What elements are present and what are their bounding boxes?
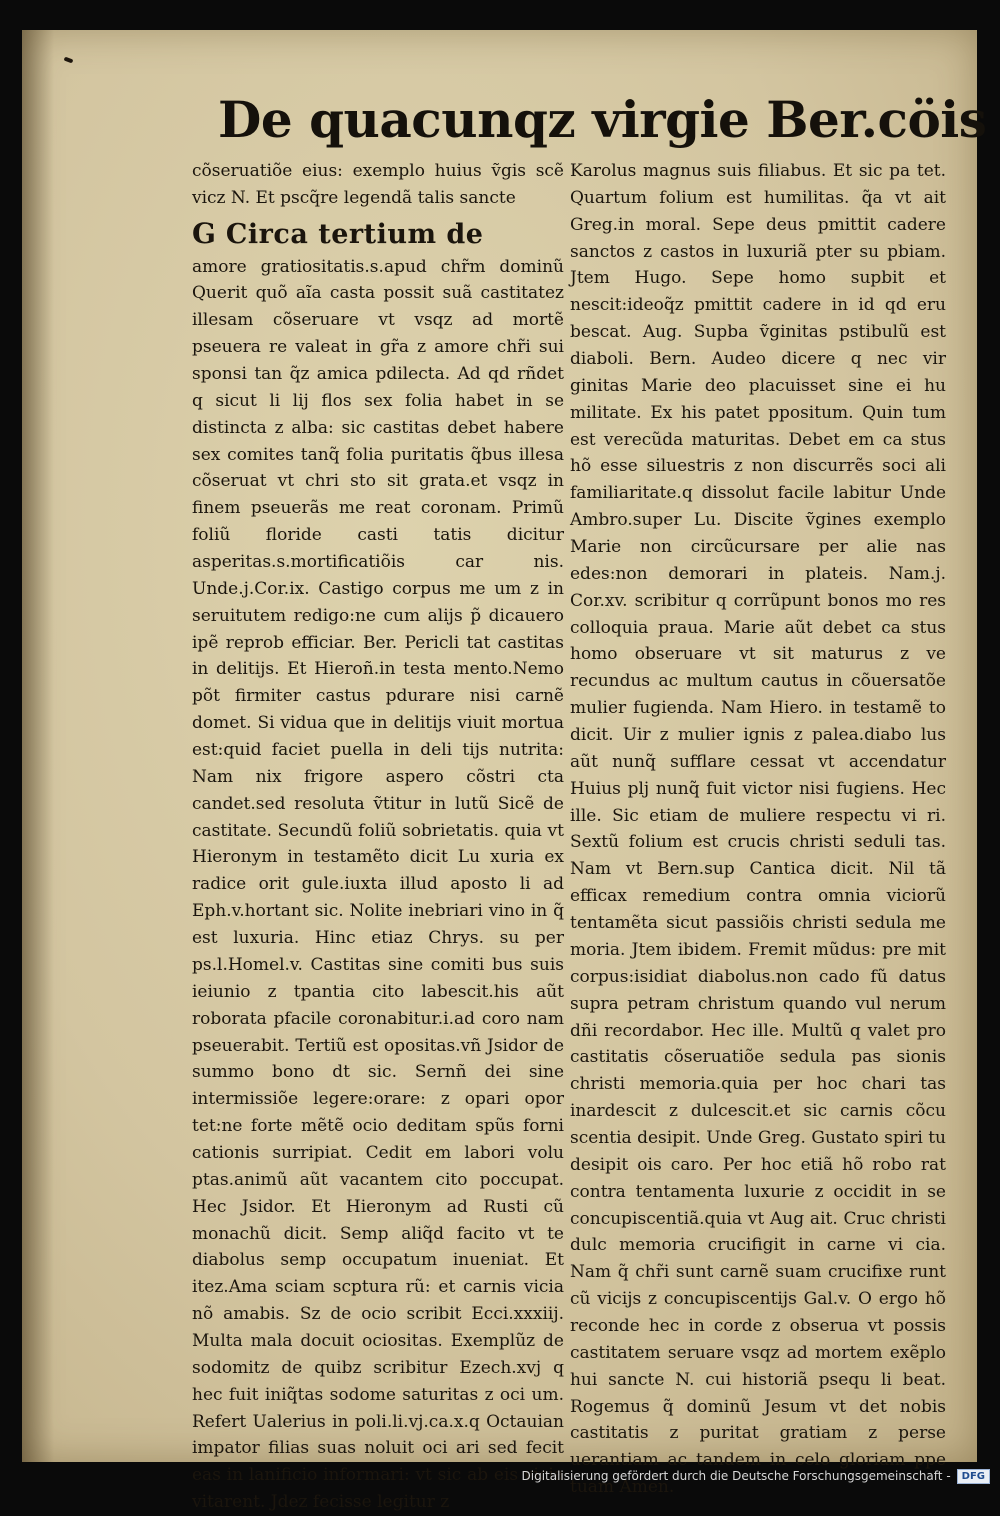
left-column: [192, 158, 564, 1513]
section-heading: Circa tertium de: [225, 218, 484, 250]
ink-mark: [64, 57, 74, 64]
footer-credit: Digitalisierung gefördert durch die Deutsche Forschungsgemeinschaft -: [521, 1469, 951, 1483]
section-capital: G: [192, 216, 216, 250]
left-column-intro: cõseruatiõe eius: exemplo huius ṽgis scẽ vicz N. Et pscq̃re legendã talis sancte: [192, 161, 564, 208]
dfg-logo: DFG: [957, 1469, 990, 1484]
section-start: [192, 218, 564, 252]
right-column-body: Karolus magnus suis filiabus. Et sic pa tet. Quartum folium est humilitas. q̃a vt ait Greg.in moral. Sepe deus pmittit cadere sanctos z castos in luxuriã pter su pbiam. Jtem Hugo. Sepe homo supbit et nescit:ideoq̃z pmittit cadere in id qd eru bescat. Aug. Supba ṽginitas pstibulũ est diaboli. Bern. Audeo dicere q nec vir ginitas Marie deo placuisset sine ei hu militate. Ex his patet ppositum. Quin tum est verecũda maturitas. Debet em ca stus hõ esse siluestris z non discurrẽs soci ali familiaritate.q dissolut facile labitur Unde Ambro.super Lu. Discite ṽgines exemplo Marie non circũcursare per alie nas edes:non demorari in plateis. Nam.j. Cor.xv. scribitur q corrũpunt bonos mo res colloquia praua. Marie aũt debet ca stus homo obseruare vt sit maturus z ve recundus ac multum cautus in cõuersatõe mulier fugienda. Nam Hiero. in testamẽ to dicit. Uir z mulier ignis z palea.diabo lus aũt nunq̃ sufflare cessat vt accendatur Huius plj nunq̃ fuit victor nisi fugiens. Hec ille. Sic etiam de muliere respectu vi ri. Sextũ folium est crucis christi seduli tas. Nam vt Bern.sup Cantica dicit. Nil tã efficax remedium contra omnia viciorũ tentamẽta sicut passiõis christi sedula me moria. Jtem ibidem. Fremit mũdus: pre mit corpus:isidiat diabolus.non cado fũ datus supra petram christum quando vul nerum dñi recordabor. Hec ille. Multũ q valet pro castitatis cõseruatiõe sedula pas sionis christi memoria.quia per hoc chari tas inardescit z dulcescit.et sic carnis cõcu scentia desipit. Unde Greg. Gustato spiri tu desipit ois caro. Per hoc etiã hõ robo rat contra tentamenta luxurie z occidit in se concupiscentiã.quia vt Aug ait. Cruc christi dulc memoria crucifigit in carne vi cia. Nam q̃ chr̃i sunt carnẽ suam crucifixe runt cũ vicijs z concupiscentijs Gal.v. O ergo hõ reconde hec in corde z obserua vt possis castitatem seruare vsqz ad mortem exẽplo hui sancte N. cui historiã psequ li beat. Rogemus q̃ dominũ Jesum vt det nobis castitatis z puritat gratiam z perse uerantiam ac tandem in celo gloriam ppe tuam Amen.: [570, 161, 946, 1498]
page-title: De quacunqz virgie Ber.cöis: [218, 90, 987, 149]
digitization-footer: [522, 1463, 991, 1489]
left-column-body: amore gratiositatis.s.apud chr̃m dominũ Querit quõ aĩa casta possit suã castitatez illesam cõseruare vt vsqz ad mortẽ pseuera re valeat in gr̃a z amore chr̃i sui sponsi tan q̃z amica pdilecta. Ad qd rñdet q sicut li lij flos sex folia habet in se distincta z alba: sic castitas debet habere sex comites tanq̃ folia puritatis q̃bus illesa cõseruat vt chri sto sit grata.et vsqz in finem pseuerãs me reat coronam. Primũ foliũ floride casti tatis dicitur asperitas.s.mortificatiõis car nis. Unde.j.Cor.ix. Castigo corpus me um z in seruitutem redigo:ne cum alijs p̃ dicauero ipẽ reprob efficiar. Ber. Pericli tat castitas in delitijs. Et Hieroñ.in testa mento.Nemo põt firmiter castus pdurare nisi carnẽ domet. Si vidua que in delitijs viuit mortua est:quid faciet puella in deli tijs nutrita: Nam nix frigore aspero cõstri cta candet.sed resoluta ṽtitur in lutũ Sicẽ de castitate. Secundũ foliũ sobrietatis. quia vt Hieronym in testamẽto dicit Lu xuria ex radice orit gule.iuxta illud aposto li ad Eph.v.hortant sic. Nolite inebriari vino in q̃ est luxuria. Hinc etiaz Chrys. su per ps.l.Homel.v. Castitas sine comiti bus suis ieiunio z tpantia cito labescit.his aũt roborata pfacile coronabitur.i.ad coro nam pseuerabit. Tertiũ est opositas.vñ Jsidor de summo bono dt sic. Sernñ dei sine intermissiõe legere:orare: z opari opor tet:ne forte mẽtẽ ocio deditam spũs forni cationis surripiat. Cedit em labori volu ptas.animũ aũt vacantem cito poccupat. Hec Jsidor. Et Hieronym ad Rusti cũ monachũ dicit. Semp aliq̃d facito vt te diabolus semp occupatum inueniat. Et itez.Ama sciam scptura rũ: et carnis vicia nõ amabis. Sz de ocio scribit Ecci.xxxiij. Multa mala docuit ociositas. Exemplũz de sodomitz de quibz scribitur Ezech.xvj q hec fuit iniq̃tas sodome saturitas z oci um. Refert Ualerius in poli.li.vj.ca.x.q Octauian impator filias suas noluit oci ari sed fecit eas in lanificio informari: vt sic ab eis vicia vitarent. Jdez fecisse legitur z: [192, 256, 564, 1513]
